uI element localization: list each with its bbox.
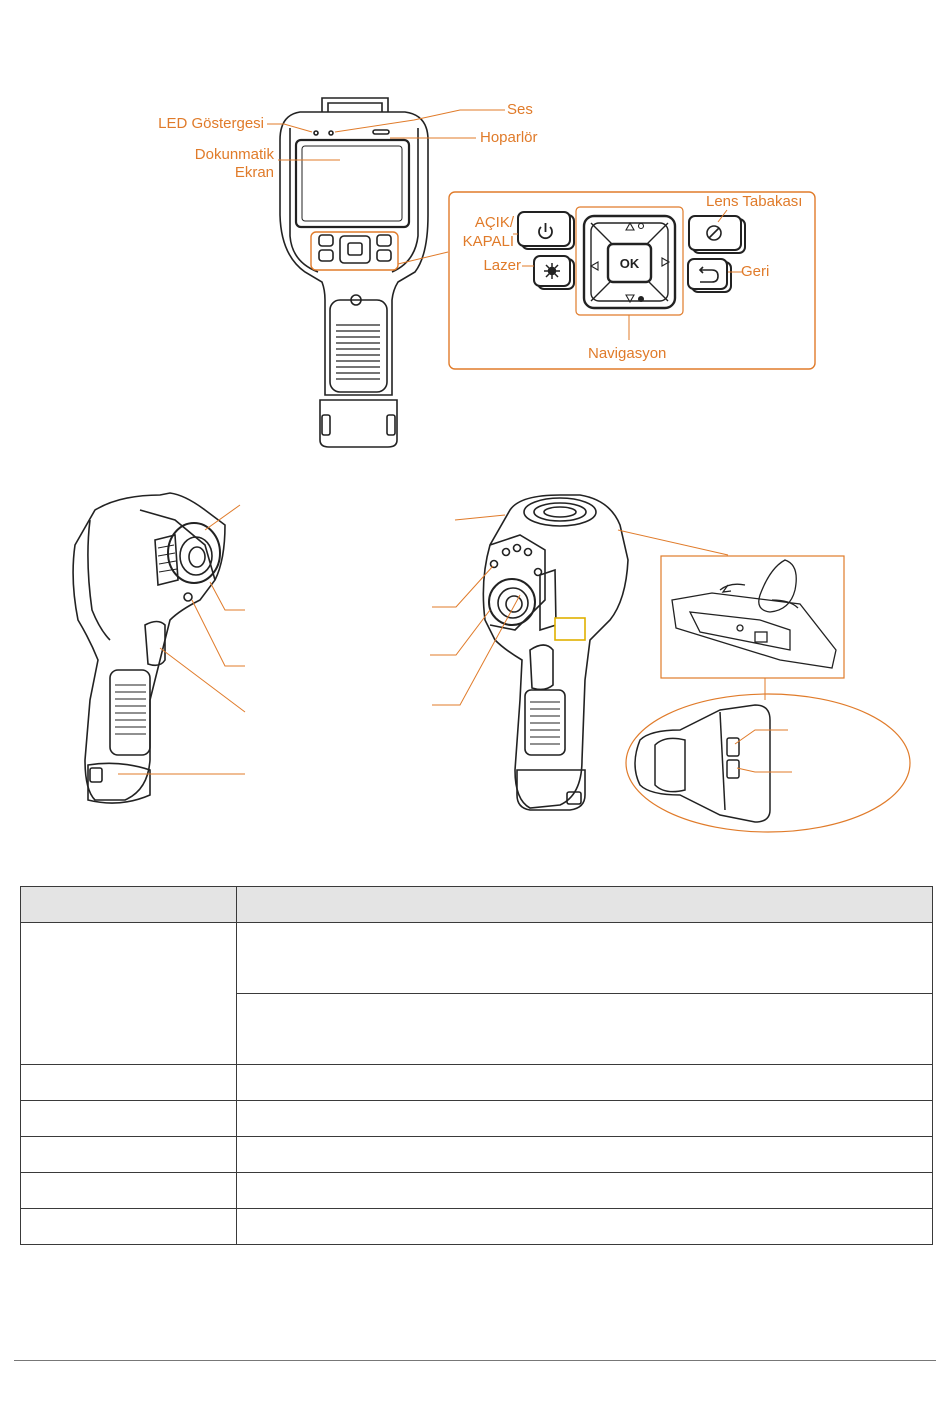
- sound-label: Ses: [507, 101, 533, 118]
- speaker-label: Hoparlör: [480, 129, 538, 146]
- table-cell: [237, 994, 933, 1065]
- touch-screen-label-line2: Ekran: [234, 164, 274, 181]
- side-view-illustration: [73, 493, 225, 803]
- power-label-line1: AÇIK/: [474, 214, 514, 231]
- table-cell: [21, 1173, 237, 1209]
- table-row: [21, 1173, 933, 1209]
- three-quarter-leader-lines: [430, 515, 728, 705]
- back-label: Geri: [741, 263, 770, 280]
- led-indicator-label: LED Göstergesi: [158, 115, 264, 132]
- lens-cover-label: Lens Tabakası: [706, 193, 803, 210]
- table-row: [21, 1065, 933, 1101]
- table-header-cell: [21, 887, 237, 923]
- power-label-line2: KAPALI: [462, 233, 514, 250]
- table-cell: [21, 1101, 237, 1137]
- table-cell: [21, 1209, 237, 1245]
- table-header-row: [21, 887, 933, 923]
- table-row: [21, 1209, 933, 1245]
- table-cell: [21, 923, 237, 1065]
- table-row: [21, 1137, 933, 1173]
- table-row: [21, 923, 933, 994]
- table-cell: [237, 1101, 933, 1137]
- table-cell: [237, 1173, 933, 1209]
- table-cell: [21, 1137, 237, 1173]
- table-cell: [237, 1137, 933, 1173]
- slot-detail-illustration: [626, 556, 910, 832]
- footer-divider: [14, 1360, 936, 1361]
- component-table: [20, 886, 933, 1245]
- three-quarter-view-illustration: [483, 495, 628, 810]
- laser-label: Lazer: [483, 257, 521, 274]
- front-device-illustration: [280, 98, 428, 447]
- table-header-cell: [237, 887, 933, 923]
- table-cell: [237, 1065, 933, 1101]
- touch-screen-label-line1: Dokunmatik: [194, 146, 274, 163]
- table-cell: [237, 1209, 933, 1245]
- ok-label: OK: [619, 256, 640, 271]
- laser-icon: [544, 263, 560, 279]
- table-row: [21, 1101, 933, 1137]
- table-cell: [237, 923, 933, 994]
- table-cell: [21, 1065, 237, 1101]
- navigation-label: Navigasyon: [588, 345, 667, 362]
